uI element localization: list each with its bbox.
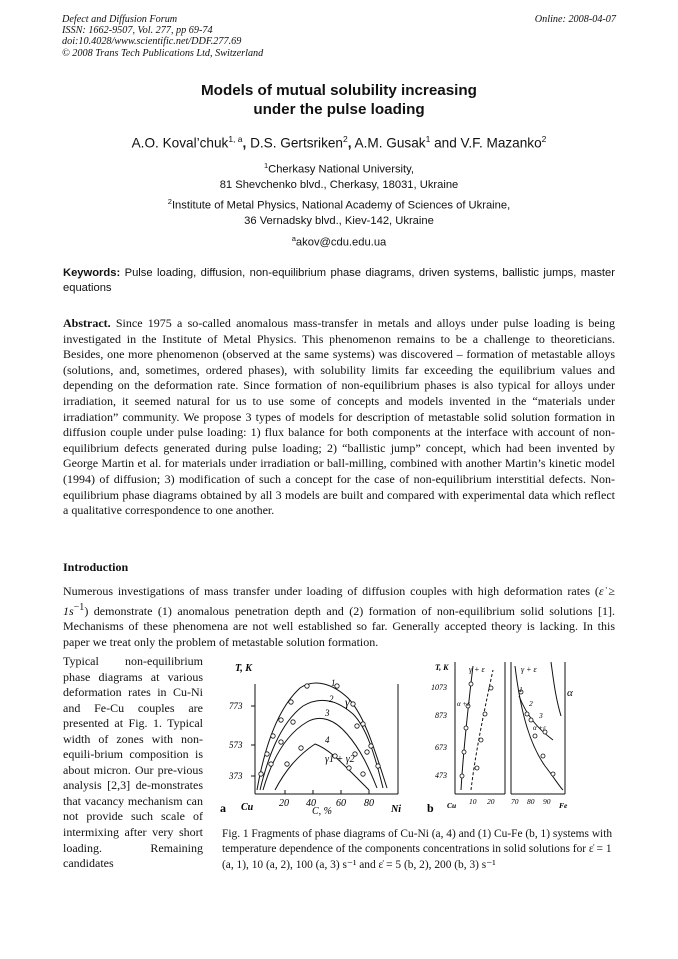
panel-b-xtick-20: 20 (487, 797, 495, 806)
side-column-text: Typical non-equilibrium phase diagrams at various deformation rates in Cu-Ni and Fe-Cu couples are presented at Fig. 1. Typical width of zones with non-equili-brium composition is about micron. Our pre-vious analysis [2,3] de-monstrates that vacancy mechanism can not provide such scale of intermixing after very short loading. Remaining candidates (63, 654, 203, 871)
panel-b-phase-3: α +ε (457, 700, 470, 708)
author-list: A.O. Koval’chuk$^{1, a}$, D.S. Gertsriken$^2$, A.M. Gusak$^1$ and V.F. Mazanko$^2$ (131, 134, 547, 151)
panel-b-phase-alpha: α (567, 687, 573, 699)
panel-a-left-element: Cu (241, 802, 254, 813)
panel-b-right-element: Fe (559, 801, 568, 810)
panel-b-label: b (427, 801, 434, 815)
affiliation-1 (0, 158, 678, 194)
panel-a-ytick-773: 773 (229, 701, 243, 711)
author-1-affil: 1, a (228, 134, 243, 144)
introduction-heading: Introduction (63, 560, 129, 574)
panel-b-xtick-70: 70 (511, 797, 519, 806)
panel-b-ytick-1073: 1073 (431, 683, 447, 692)
curve-3 (263, 718, 377, 790)
panel-a-curve-1: 1 (331, 678, 336, 688)
panel-a-ytick-373: 373 (229, 771, 243, 781)
panel-a-xtick-80: 80 (364, 798, 374, 809)
title-line-2: under the pulse loading (253, 100, 425, 118)
affiliation-2 (0, 194, 678, 230)
keywords-text: Pulse loading, diffusion, non-equilibrium phase diagrams, driven systems, ballistic jumps, master equations (63, 267, 615, 295)
panel-a-x-label: C, % (312, 806, 332, 817)
curve-4 (275, 744, 369, 790)
rate-exponent: −1 (73, 601, 85, 613)
panel-b-ytick-673: 673 (435, 743, 447, 752)
author-1: A.O. Koval’chuk (131, 135, 229, 151)
online-date: Online: 2008-04-07 (534, 14, 616, 25)
abstract (63, 316, 615, 519)
panel-b-xtick-90: 90 (543, 797, 551, 806)
panel-b-left-element: Cu (447, 801, 457, 810)
affiliation-1-mark: 1 (263, 161, 269, 170)
figure-1-caption: Fig. 1 Fragments of phase diagrams of Cu-Ni (a, 4) and (1) Cu-Fe (b, 1) systems with temperature dependence of the components concentrations in solid solutions for ε̇ = 1 (a, 1), 10 (a, 2), 100 (a, 3) s⁻¹ and ε̇ = 5 (b, 2), 200 (b, 3) s⁻¹ (222, 828, 613, 871)
curve-2 (260, 700, 383, 790)
author-3: A.M. Gusak (354, 135, 426, 151)
author-2: D.S. Gertsriken (250, 135, 343, 151)
panel-a-ytick-573: 573 (229, 740, 243, 750)
abstract-text: Since 1975 a so-called anomalous mass-transfer in metals and alloys under pulse loading is being investigated in the Institute of Metal Physics. This phenomenon remains to be a challenge to theoreticians. Besides, one more phenomenon (observed at the same systems) was discovered – formation of metastable alloys (solutions, and, sometimes, ordered phases), with solubility limits far exceeding the equilibrium values and depending on the deformation rate. Since formation of non-equilibrium phases is also typical for alloys under irradiation, it seemed natural for us to use some of concepts and models invented in the “materials under irradiation” community. We propose 3 types of models for description of metastable solid solution formation in diffusion couple under pulse loading: 1) flux balance for both components at the interface with account of non-equilibrium defects generated during pulse loading; 2) “ballistic jump” concept, which had been invented by George Martin et al. for materials under irradiation or ball-milling, combined with another Martin’s kinetic model (1994) of diffusion; 3) modification of such a concept for the case of non-equilibrium interstitial defects. Non-equilibrium phase diagrams obtained by all 3 models are built and compared with experimental data which reflect a qualitative correspondence to one another. (63, 316, 615, 518)
doi: doi:10.4028/www.scientific.net/DDF.277.69 (62, 36, 242, 48)
panel-a-xtick-60: 60 (336, 798, 346, 809)
journal-name: Defect and Diffusion Forum (62, 14, 178, 25)
keywords-label: Keywords: (63, 267, 121, 279)
affiliation-1-name: Cherkasy National University, (268, 163, 415, 176)
figure-1 (215, 656, 615, 826)
panel-a-curve-3: 3 (325, 708, 330, 718)
journal-header (62, 14, 263, 59)
keywords (63, 266, 615, 297)
panel-a-two-phase-label: γ1 + γ2 (325, 754, 355, 765)
panel-b-phase-1: γ + ε (469, 665, 485, 674)
author-4-affil: 2 (541, 134, 547, 144)
email-mark: a (291, 234, 296, 243)
panel-b-phase-4: α +ε (533, 724, 546, 732)
abstract-label: Abstract. (63, 316, 111, 330)
panel-b-curve-3: 3 (539, 711, 543, 720)
copyright: © 2008 Trans Tech Publications Ltd, Switzerland (62, 47, 264, 59)
author-conjunction: and (434, 135, 457, 151)
panel-a-xtick-40: 40 (306, 798, 316, 809)
affiliation-2-address: 36 Vernadsky blvd., Kiev-142, Ukraine (244, 215, 434, 228)
email-line (0, 231, 678, 251)
panel-b-xtick-10: 10 (469, 797, 477, 806)
panel-a-y-label: T, K (235, 663, 252, 674)
panel-b-ytick-873: 873 (435, 711, 447, 720)
rate-expression: ε̇ ≥ 1s (63, 584, 615, 618)
panel-b-alpha-boundary (551, 662, 561, 716)
issn: ISSN: 1662-9507, Vol. 277, pp 69-74 (62, 25, 213, 37)
panel-b-phase-2: γ + ε (521, 665, 537, 674)
panel-b-curve-1: 1 (519, 685, 523, 694)
panel-b-y-label: T, K (435, 663, 449, 672)
author-3-affil: 1 (425, 134, 431, 144)
affiliation-2-mark: 2 (167, 197, 172, 206)
email-address[interactable]: akov@cdu.edu.ua (295, 236, 387, 249)
panel-a-phase-label: γ (345, 695, 350, 709)
panel-b-xtick-80: 80 (527, 797, 535, 806)
panel-a-curve-4: 4 (325, 735, 330, 745)
author-4: V.F. Mazanko (460, 135, 542, 151)
panel-b-ytick-473: 473 (435, 771, 447, 780)
panel-a-points (259, 684, 380, 776)
affiliation-2-name: Institute of Metal Physics, National Academy of Sciences of Ukraine, (171, 199, 511, 212)
panel-b-curve-2: 2 (529, 699, 533, 708)
panel-a-right-element: Ni (391, 804, 401, 815)
panel-a-xtick-20: 20 (279, 798, 289, 809)
paper-title (0, 82, 678, 119)
panel-a-curve-2: 2 (329, 694, 334, 704)
affiliation-1-address: 81 Shevchenko blvd., Cherkasy, 18031, Ukraine (219, 179, 459, 192)
introduction-paragraph: Numerous investigations of mass transfer under loading of diffusion couples with high deformation rates (ε̇ ≥ $1s^{-1}$) demonstrate (1) anomalous penetration depth and (2) formation of non-equilibrium solid solutions [1]. Mechanisms of these phenomena are not well established so far. Generally accepted theory is lacking. In this paper we treat only the problem of metastable solution formation. (63, 584, 615, 649)
title-line-1: Models of mutual solubility increasing (201, 82, 477, 99)
author-2-affil: 2 (343, 134, 348, 144)
panel-a-label: a (220, 801, 226, 815)
